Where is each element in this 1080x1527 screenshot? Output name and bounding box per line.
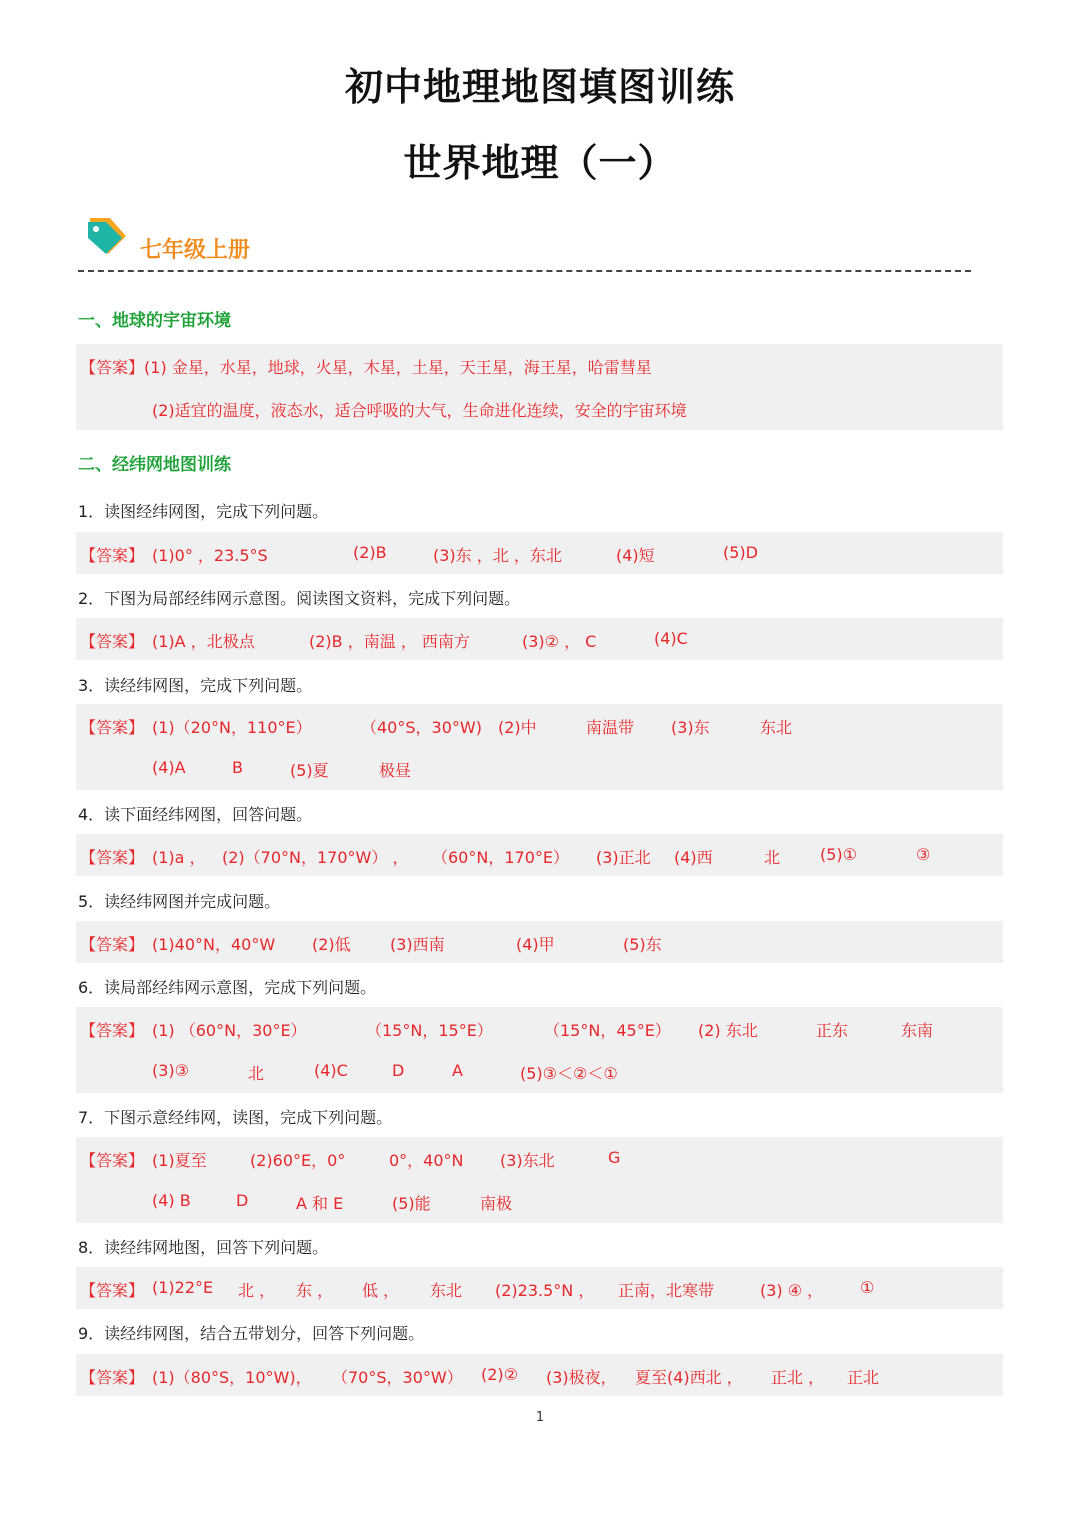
answer-box [76, 618, 1003, 660]
answer-item: (5)③＜②＜① [520, 1064, 618, 1083]
answer-item: 北 [248, 1064, 265, 1083]
answer-item: (3)③ [152, 1061, 190, 1080]
grade-heading: 七年级上册 [140, 238, 251, 263]
answer-item: 南极 [480, 1194, 513, 1213]
answer-box [76, 1137, 1003, 1223]
answer-item: (1) （60°N，30°E） [152, 1021, 307, 1040]
section-title: 一、地球的宇宙环境 [78, 311, 231, 331]
answer-box [76, 704, 1003, 790]
answer-item: (4)短 [616, 546, 655, 565]
answer-item: 南温带 [586, 718, 635, 737]
answer-item: D [392, 1061, 405, 1080]
question-text: 1．读图经纬网图，完成下列问题。 [78, 502, 329, 521]
answer-item: 北 [764, 848, 781, 867]
answer-item: (4)甲 [516, 935, 555, 954]
answer-item: (3)西南 [390, 935, 445, 954]
answer-item: （15°N，15°E） [366, 1021, 493, 1040]
answer-item: (1)（20°N，110°E） [152, 718, 312, 737]
answer-item: (1)a ， [152, 848, 206, 867]
answer-item: (1)22°E [152, 1278, 214, 1297]
answer-item: (4)A [152, 758, 186, 777]
answer-item: G [608, 1148, 621, 1167]
answer-item: （40°S，30°W) [361, 718, 482, 737]
answer-item: (4)C [654, 629, 688, 648]
question-text: 2．下图为局部经纬网示意图。阅读图文资料，完成下列问题。 [78, 589, 521, 608]
answer-item: (1)0° ，23.5°S [152, 546, 268, 565]
tag-icon [84, 214, 130, 260]
question-text: 6．读局部经纬网示意图，完成下列问题。 [78, 978, 377, 997]
answer-label: 【答案】 [80, 1368, 145, 1387]
answer-item: (4) B [152, 1191, 191, 1210]
question-text: 5．读经纬网图并完成问题。 [78, 892, 281, 911]
answer-item: (4)西 [674, 848, 713, 867]
answer-text: (2)适宜的温度，液态水，适合呼吸的大气，生命进化连续，安全的宇宙环境 [152, 401, 687, 420]
answer-label: 【答案】 [80, 546, 145, 565]
answer-item: (5)① [820, 845, 858, 864]
answer-item: (3)东 [671, 718, 710, 737]
answer-item: (2) 东北 [698, 1021, 758, 1040]
answer-item: A [452, 1061, 463, 1080]
answer-item: 正东 [816, 1021, 849, 1040]
page-title: 初中地理地图填图训练 [344, 65, 735, 109]
answer-item: (2)（70°N，170°W） ， [222, 848, 409, 867]
answer-item: (4)C [314, 1061, 348, 1080]
answer-item: 东 ， [296, 1281, 334, 1300]
answer-item: (5)能 [392, 1194, 431, 1213]
answer-item: (2)② [481, 1365, 519, 1384]
answer-item: (2)23.5°N ， [495, 1281, 595, 1300]
answer-label: 【答案】 [80, 1281, 145, 1300]
answer-label: 【答案】 [80, 632, 145, 651]
answer-item: (1)（80°S，10°W)， [152, 1368, 312, 1387]
question-text: 4．读下面经纬网图，回答问题。 [78, 805, 313, 824]
answer-item: D [236, 1191, 249, 1210]
question-text: 3．读经纬网图，完成下列问题。 [78, 676, 313, 695]
divider [78, 270, 971, 272]
answer-item: (3) ④ ， [760, 1281, 824, 1300]
question-text: 7．下图示意经纬网，读图，完成下列问题。 [78, 1108, 393, 1127]
answer-item: 正北 [847, 1368, 880, 1387]
answer-item: （70°S，30°W） [332, 1368, 463, 1387]
answer-label: 【答案】 [80, 718, 145, 737]
answer-text: (1) 金星，水星，地球，火星，木星，土星，天王星，海王星，哈雷彗星 [144, 358, 652, 377]
answer-item: (2)60°E，0° [250, 1151, 346, 1170]
answer-item: (1)40°N，40°W [152, 935, 276, 954]
answer-item: 0°，40°N [389, 1151, 464, 1170]
page-subtitle: 世界地理（一） [403, 141, 677, 185]
answer-box [76, 1354, 1003, 1396]
answer-label: 【答案】 [80, 848, 145, 867]
answer-item: (5)D [723, 543, 758, 562]
answer-item: (2)B [353, 543, 387, 562]
answer-item: (3)东北 [500, 1151, 555, 1170]
answer-item: (3)极夜， [546, 1368, 617, 1387]
answer-item: 正北 ， [771, 1368, 825, 1387]
answer-item: A 和 E [296, 1194, 344, 1213]
answer-item: 东南 [901, 1021, 934, 1040]
answer-item: 正南，北寒带 [618, 1281, 715, 1300]
answer-box [76, 1007, 1003, 1093]
answer-box [76, 344, 1003, 430]
answer-item: 东北 [760, 718, 793, 737]
answer-item: 北 ， [238, 1281, 276, 1300]
answer-label: 【答案】 [80, 1151, 145, 1170]
answer-item: (1)A ，北极点 [152, 632, 255, 651]
question-text: 9．读经纬网图，结合五带划分，回答下列问题。 [78, 1324, 425, 1343]
answer-item: (2)中 [498, 718, 537, 737]
answer-box [76, 532, 1003, 574]
answer-item: (3)正北 [596, 848, 651, 867]
answer-label: 【答案】 [80, 935, 145, 954]
answer-item: (5)夏 [290, 761, 329, 780]
answer-item: (3)② ， C [522, 632, 597, 651]
section-title: 二、经纬网地图训练 [78, 455, 231, 475]
answer-item: (3)东 ，北 ，东北 [433, 546, 562, 565]
answer-item: 夏至(4)西北 ， [635, 1368, 743, 1387]
page-number: 1 [535, 1410, 545, 1425]
answer-item: (2)低 [312, 935, 351, 954]
answer-label: 【答案】 [80, 1021, 145, 1040]
answer-item: (2)B ，南温 ， 西南方 [309, 632, 470, 651]
answer-box [76, 921, 1003, 963]
answer-box [76, 1267, 1003, 1309]
question-text: 8．读经纬网地图，回答下列问题。 [78, 1238, 329, 1257]
answer-label: 【答案】 [80, 358, 145, 377]
answer-item: ③ [916, 845, 931, 864]
answer-item: B [232, 758, 243, 777]
answer-box [76, 834, 1003, 876]
answer-item: ① [860, 1278, 875, 1297]
answer-item: 极昼 [379, 761, 412, 780]
answer-item: (1)夏至 [152, 1151, 207, 1170]
answer-item: （60°N，170°E） [432, 848, 569, 867]
answer-item: (5)东 [623, 935, 662, 954]
answer-item: 低 ， [362, 1281, 400, 1300]
answer-item: 东北 [430, 1281, 463, 1300]
answer-item: （15°N，45°E） [544, 1021, 671, 1040]
